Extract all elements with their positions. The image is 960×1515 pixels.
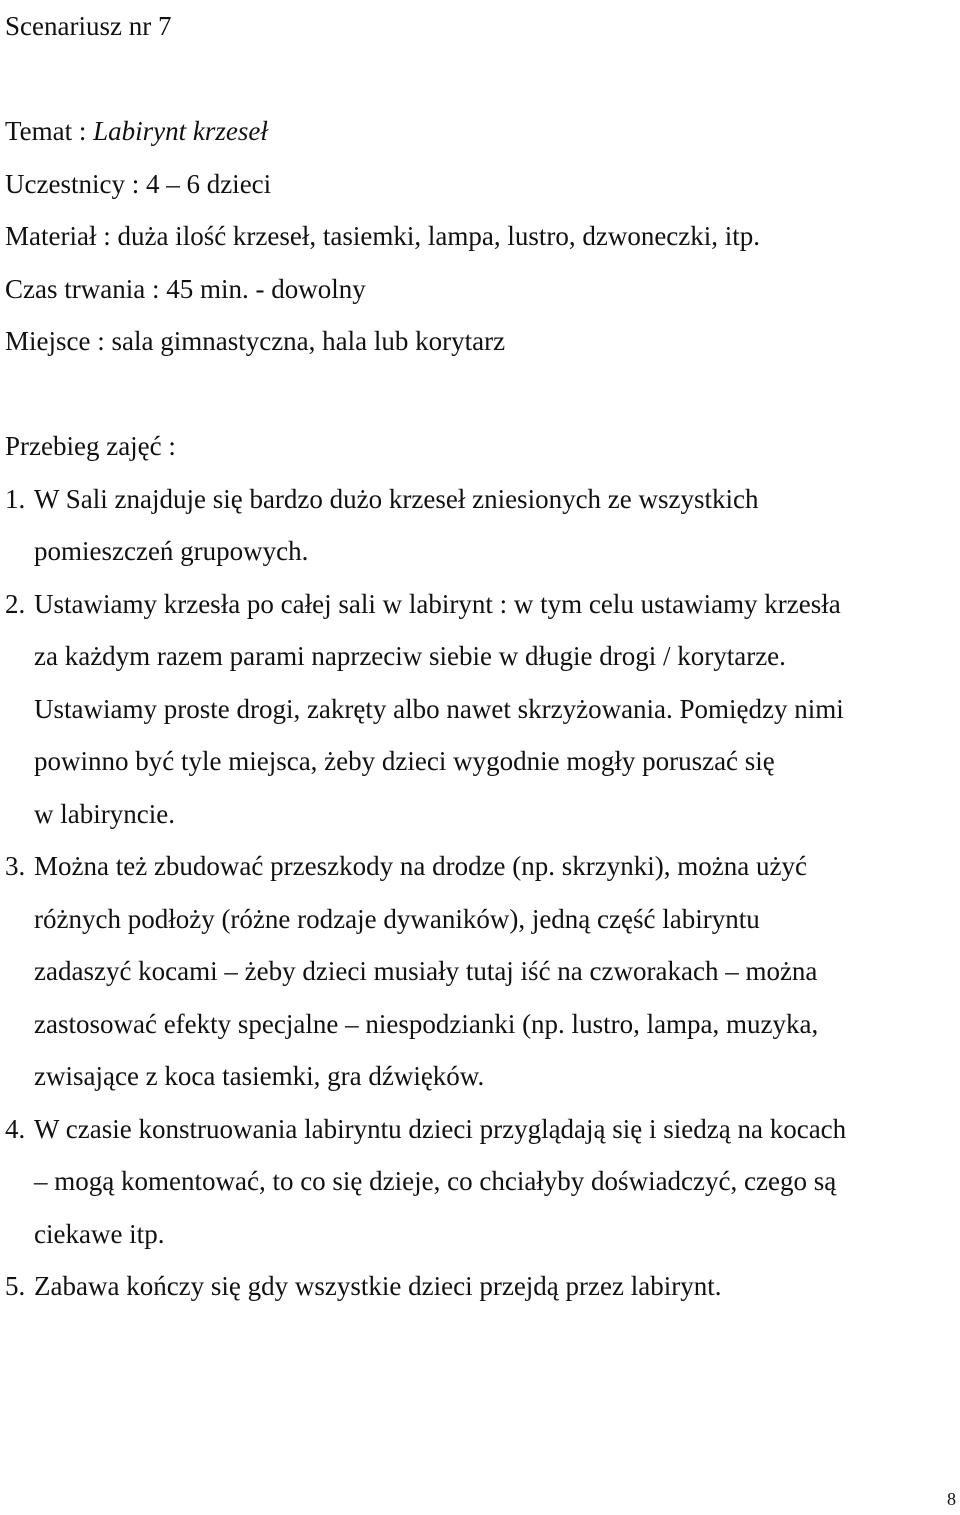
step-line: W czasie konstruowania labiryntu dzieci przyglądają się i siedzą na kocach — [34, 1113, 847, 1144]
meta-participants-label: Uczestnicy : — [5, 168, 146, 199]
step-line: W Sali znajduje się bardzo dużo krzeseł zniesionych ze wszystkich — [34, 483, 759, 514]
meta-duration — [5, 263, 955, 316]
spacer — [5, 53, 955, 106]
step-text — [5, 1260, 955, 1313]
step-line: Ustawiamy proste drogi, zakręty albo nawet skrzyżowania. Pomiędzy nimi — [34, 693, 844, 724]
meta-location-label: Miejsce : — [5, 326, 112, 356]
step-text — [5, 473, 955, 578]
step-item — [5, 840, 955, 1103]
meta-location-value: sala gimnastyczna, hala lub korytarz — [111, 326, 506, 356]
step-line: za każdym razem parami naprzeciw siebie w długie drogi / korytarze. — [34, 641, 786, 671]
step-line: – mogą komentować, to co się dzieje, co chciałyby doświadczyć, czego są — [34, 1166, 837, 1196]
step-line: różnych podłoży (różne rodzaje dywaników), jedną część labiryntu — [34, 903, 760, 934]
step-text — [5, 578, 955, 841]
meta-duration-value: 45 min. - dowolny — [166, 273, 366, 304]
step-line: zastosować efekty specjalne – niespodzianki (np. lustro, lampa, muzyka, — [34, 1008, 819, 1039]
step-line: Zabawa kończy się gdy wszystkie dzieci przejdą przez labirynt. — [34, 1271, 722, 1301]
step-line: zadaszyć kocami – żeby dzieci musiały tutaj iść na czworakach – można — [34, 956, 818, 986]
section-heading: Przebieg zajęć : — [5, 431, 176, 461]
step-line: zwisające z koca tasiemki, gra dźwięków. — [34, 1061, 485, 1091]
step-line: Ustawiamy krzesła po całej sali w labirynt : w tym celu ustawiamy krzesła — [34, 588, 841, 619]
step-line: powinno być tyle miejsca, żeby dzieci wygodnie mogły poruszać się — [34, 746, 775, 776]
meta-materials-label: Materiał : — [5, 221, 118, 251]
step-text — [5, 1103, 955, 1261]
step-line: w labiryncie. — [34, 798, 175, 829]
step-item — [5, 473, 955, 578]
meta-participants-value: 4 – 6 dzieci — [145, 168, 272, 199]
step-number: 3. — [5, 851, 26, 881]
step-text — [5, 840, 955, 1103]
step-line: ciekawe itp. — [34, 1218, 165, 1249]
spacer — [5, 368, 955, 421]
meta-location — [5, 315, 955, 368]
meta-topic — [5, 105, 955, 158]
step-item — [5, 1260, 955, 1313]
step-item — [5, 578, 955, 841]
meta-topic-label: Temat : — [5, 116, 94, 146]
document-page — [5, 0, 955, 1313]
meta-materials — [5, 210, 955, 263]
meta-topic-value: Labirynt krzeseł — [93, 116, 268, 146]
step-number: 4. — [5, 1113, 26, 1144]
step-line: pomieszczeń grupowych. — [34, 536, 309, 566]
step-line: Można też zbudować przeszkody na drodze (np. skrzynki), można użyć — [34, 851, 807, 881]
meta-duration-label: Czas trwania : — [5, 273, 167, 304]
step-item — [5, 1103, 955, 1261]
step-number: 1. — [5, 483, 26, 514]
step-number: 2. — [5, 588, 26, 619]
meta-participants — [5, 158, 955, 211]
step-number: 5. — [5, 1271, 26, 1301]
document-title: Scenariusz nr 7 — [5, 11, 172, 41]
page-number: 8 — [947, 1489, 956, 1509]
meta-materials-value: duża ilość krzeseł, tasiemki, lampa, lustro, dzwoneczki, itp. — [117, 221, 761, 251]
